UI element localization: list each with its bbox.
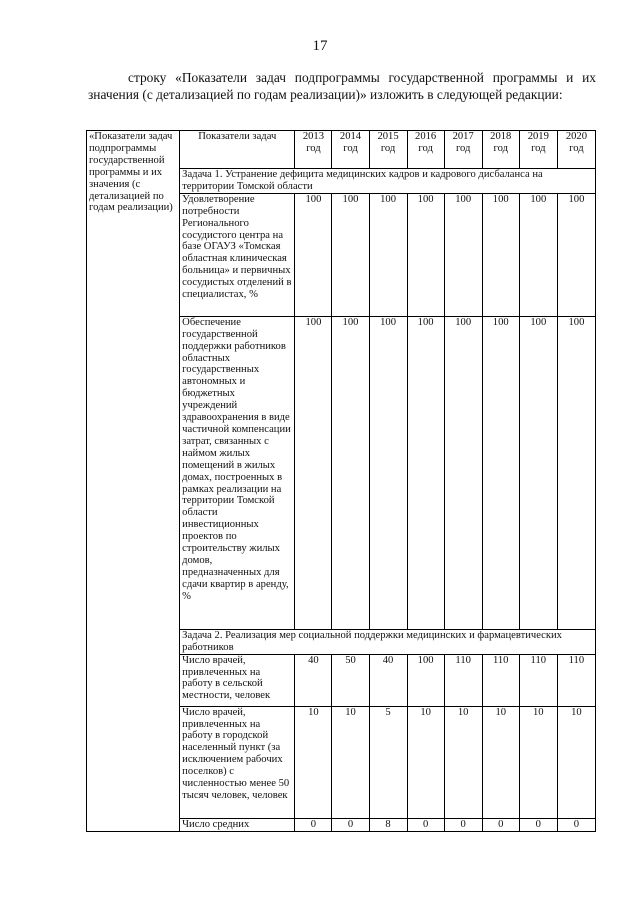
- value-cell: 0: [407, 818, 444, 831]
- value-cell: 10: [482, 706, 519, 818]
- indicators-table: [86, 130, 596, 832]
- value-cell: 40: [295, 654, 332, 706]
- value-cell: 5: [369, 706, 407, 818]
- header-year: 2020 год: [557, 131, 595, 169]
- value-cell: 100: [407, 193, 444, 316]
- value-cell: 10: [557, 706, 595, 818]
- value-cell: 100: [369, 316, 407, 629]
- indicator-name: Число врачей, привлеченных на работу в сельской местности, человек: [180, 654, 295, 706]
- value-cell: 100: [482, 316, 519, 629]
- value-cell: 100: [557, 316, 595, 629]
- value-cell: 10: [407, 706, 444, 818]
- value-cell: 100: [332, 193, 369, 316]
- value-cell: 10: [519, 706, 557, 818]
- header-row: [87, 131, 596, 169]
- header-year: 2019 год: [519, 131, 557, 169]
- value-cell: 0: [557, 818, 595, 831]
- header-year: 2014 год: [332, 131, 369, 169]
- header-year: 2017 год: [444, 131, 482, 169]
- value-cell: 110: [557, 654, 595, 706]
- value-cell: 0: [295, 818, 332, 831]
- header-year: 2016 год: [407, 131, 444, 169]
- value-cell: 40: [369, 654, 407, 706]
- header-year: 2018 год: [482, 131, 519, 169]
- value-cell: 100: [407, 654, 444, 706]
- value-cell: 8: [369, 818, 407, 831]
- value-cell: 10: [295, 706, 332, 818]
- value-cell: 0: [332, 818, 369, 831]
- intro-paragraph: строку «Показатели задач подпрограммы государственной программы и их значения (с детализацией по годам реализации)» изложить в следующей редакции:: [88, 70, 596, 102]
- value-cell: 100: [519, 316, 557, 629]
- value-cell: 110: [444, 654, 482, 706]
- task-1-heading: Задача 1. Устранение дефицита медицинских кадров и кадрового дисбаланса на территории Томской области: [180, 169, 596, 194]
- value-cell: 50: [332, 654, 369, 706]
- left-label-cell: «Показатели задач подпрограммы государственной программы и их значения (с детализацией по годам реализации): [87, 131, 180, 832]
- value-cell: 100: [482, 193, 519, 316]
- header-indicator: Показатели задач: [180, 131, 295, 169]
- indicator-name: Число врачей, привлеченных на работу в городской населенный пункт (за исключением рабочих поселков) с численностью менее 50 тысяч человек, человек: [180, 706, 295, 818]
- indicator-name: Число средних: [180, 818, 295, 831]
- value-cell: 100: [295, 193, 332, 316]
- value-cell: 0: [482, 818, 519, 831]
- value-cell: 10: [444, 706, 482, 818]
- value-cell: 110: [482, 654, 519, 706]
- value-cell: 0: [444, 818, 482, 831]
- value-cell: 110: [519, 654, 557, 706]
- value-cell: 100: [444, 316, 482, 629]
- indicator-name: Удовлетворение потребности Регионального сосудистого центра на базе ОГАУЗ «Томская областная клиническая больница» и первичных сосудистых отделений в специалистах, %: [180, 193, 295, 316]
- header-year: 2013 год: [295, 131, 332, 169]
- value-cell: 10: [332, 706, 369, 818]
- value-cell: 100: [332, 316, 369, 629]
- value-cell: 100: [444, 193, 482, 316]
- value-cell: 100: [519, 193, 557, 316]
- value-cell: 0: [519, 818, 557, 831]
- indicator-name: Обеспечение государственной поддержки работников областных государственных автономных и бюджетных учреждений здравоохранения в виде частичной компенсации затрат, связанных с наймом жилых помещений в жилых домах, построенных в рамках реализации на территории Томской области инвестиционных проектов по строительству жилых домов, предназначенных для сдачи квартир в аренду, %: [180, 316, 295, 629]
- value-cell: 100: [557, 193, 595, 316]
- value-cell: 100: [407, 316, 444, 629]
- task-2-heading: Задача 2. Реализация мер социальной поддержки медицинских и фармацевтических работников: [180, 629, 596, 654]
- page-number: 17: [312, 38, 328, 54]
- header-year: 2015 год: [369, 131, 407, 169]
- value-cell: 100: [369, 193, 407, 316]
- value-cell: 100: [295, 316, 332, 629]
